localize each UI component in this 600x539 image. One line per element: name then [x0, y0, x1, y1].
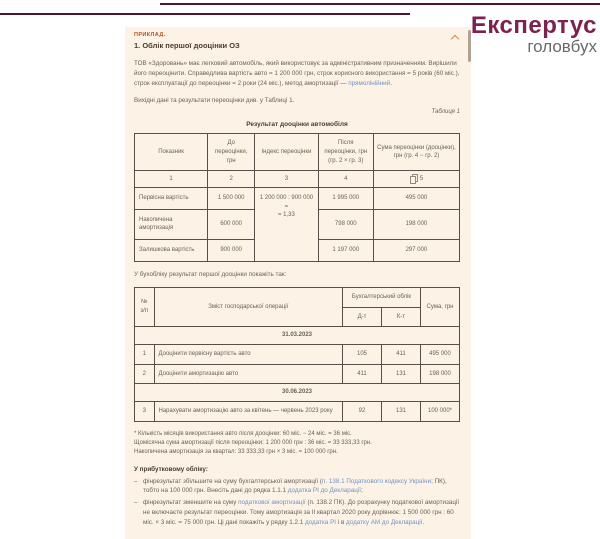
column-number-with-copy [373, 171, 459, 188]
brand-logo [471, 14, 597, 56]
header-cell: До переоцінки, грн [208, 134, 255, 171]
text-link[interactable]: додатку АМ до Декларації [346, 518, 423, 526]
debit-account: 411 [343, 364, 382, 384]
value-after: 1 197 000 [318, 240, 373, 262]
text-segment: і в [336, 518, 347, 526]
credit-account: 411 [382, 344, 421, 364]
text-link[interactable]: п. 138.1 Податкового кодексу України [321, 477, 432, 485]
brand-name-secondary: головбух [527, 37, 597, 57]
value-before: 900 000 [208, 240, 255, 262]
header-cell: Показник [135, 134, 208, 171]
value-sum: 297 000 [373, 240, 459, 262]
header-cell: Індекс переоцінки [255, 134, 318, 171]
tax-bullet-1 [143, 477, 460, 497]
value-sum: 495 000 [373, 188, 459, 210]
page-title: 1. Облік першої дооцінки ОЗ [134, 41, 240, 50]
entry-amount: 100 000* [421, 401, 460, 421]
text-segment: . [390, 80, 392, 88]
header-cell: Сума переоцінки (дооцінки), грн (гр. 4 − гр. 2) [373, 134, 459, 171]
table1-numbering-row [135, 171, 460, 188]
footnote-block [134, 430, 460, 458]
value-before: 1 500 000 [208, 188, 255, 210]
entry-number: 3 [135, 401, 155, 421]
example-panel [125, 27, 471, 539]
text-segment: ; ПК), тобто на 100 000 грн. Внесіть дані до рядка 1.1.1 [143, 477, 447, 495]
credit-account: 131 [382, 401, 421, 421]
entry-description: Нарахувати амортизацію авто за квітень — червень 2023 року [154, 401, 343, 421]
debit-account: 92 [343, 401, 382, 421]
list-item [134, 498, 460, 527]
tax-section-heading: У прибутковому обліку: [134, 465, 208, 473]
reference-paragraph: Вихідні дані та результати переоцінки див. у Таблиці 1. [134, 97, 295, 105]
header-cell: Зміст господарської операції [154, 287, 343, 326]
header-cell: К-т [382, 307, 421, 327]
header-cell: Після переоцінки, грн (гр. 2 × гр. 3) [318, 134, 373, 171]
entry-number: 1 [135, 344, 155, 364]
row-label: Залишкова вартість [135, 240, 208, 262]
text-segment: (п. 138.2 ПК). До розрахунку податкової амортизації не включаєте результат переоцінки. Тому амортизація за ІІ квартал 2020 року дорівнює: 1 500 000 грн : 60 міс. × 3 міс. = 75 000 грн. Ці дані покажіть у рядку 1.2.1 [143, 499, 460, 526]
date-row [135, 384, 460, 402]
text-link[interactable]: податкової амортизації [238, 499, 306, 507]
index-formula-line2: = 1,33 [278, 212, 295, 219]
entry-date: 30.06.2023 [135, 384, 460, 402]
header-cell: Сума, грн [421, 287, 460, 326]
text-link[interactable]: додатка РІ до Декларації [287, 487, 362, 495]
header-cell: № з/п [135, 287, 155, 326]
column-number: 2 [208, 171, 255, 188]
column-number: 5 [419, 176, 424, 183]
column-number: 4 [318, 171, 373, 188]
date-row [135, 327, 460, 345]
top-divider-line [160, 3, 600, 5]
text-segment: . [422, 518, 425, 526]
tax-bullet-2 [143, 498, 460, 527]
column-number: 1 [135, 171, 208, 188]
value-before: 600 000 [208, 209, 255, 239]
scrollbar-thumb[interactable] [468, 30, 471, 62]
value-sum: 198 000 [373, 209, 459, 239]
entry-description: Дооцінити амортизацію авто [154, 364, 343, 384]
entry-description: Дооцінити первісну вартість авто [154, 344, 343, 364]
entry-number: 2 [135, 364, 155, 384]
text-segment: ТОВ «Здоровань» має легковий автомобіль, який використовує за адміністративним призначенням. Вирішили його переоцінити. Справедлива вартість авто = 1 200 000 грн, строк корисного використання = 5 років (60 міс.), строк експлуатації до переоцінки = 2 роки (24 міс.), метод амортизації — [134, 60, 460, 88]
text-link[interactable]: додатка РІ [304, 518, 337, 526]
row-label: Первісна вартість [135, 188, 208, 210]
row-label: Накопичена амортизація [135, 209, 208, 239]
index-formula-line1: 1 200 000 : 900 000 = [259, 195, 314, 210]
list-item [134, 477, 460, 497]
debit-account: 105 [343, 344, 382, 364]
index-formula-cell [255, 188, 318, 262]
table1-title: Результат дооцінки автомобіля [246, 121, 348, 129]
table1-caption: Таблиця 1 [431, 109, 460, 116]
journal-entries-table [134, 287, 460, 422]
value-after: 798 000 [318, 209, 373, 239]
second-divider-line [0, 13, 410, 15]
between-tables-text: У бухобліку результат першої дооцінки покажіть так: [134, 270, 287, 278]
footnote-line: Накопичена амортизація за квартал: 33 333,33 грн × 3 міс. = 100 000 грн. [134, 449, 338, 456]
text-segment: фінрезультат зменшите на суму [143, 499, 239, 507]
table2-header-row [135, 287, 460, 307]
table-row [135, 401, 460, 421]
example-kicker: ПРИКЛАД. [134, 32, 166, 38]
chevron-up-icon [451, 35, 459, 43]
copy-icon[interactable] [410, 174, 417, 182]
bullet-dash: – [134, 477, 138, 485]
column-number: 3 [255, 171, 318, 188]
footnote-line: * Кількість місяців використання авто після дооцінки: 60 міс. − 24 міс. = 36 міс. [134, 430, 352, 437]
table1-header-row [135, 134, 460, 171]
entry-date: 31.03.2023 [135, 327, 460, 345]
footnote-line: Щомісячна сума амортизації після переоцінки: 1 200 000 грн : 36 міс. = 33 333,33 грн. [134, 439, 372, 446]
collapse-button[interactable] [451, 34, 460, 42]
bullet-dash: – [134, 499, 138, 507]
brand-name-primary: Експертус [470, 12, 597, 39]
revaluation-results-table [134, 133, 460, 262]
entry-amount: 495 000 [421, 344, 460, 364]
text-segment: ; [361, 487, 363, 495]
text-link[interactable]: прямолінійний [348, 80, 391, 88]
header-cell: Бухгалтерський облік [343, 287, 421, 307]
header-cell: Д-т [343, 307, 382, 327]
text-segment: фінрезультат збільшите на суму бухгалтерської амортизації ( [143, 477, 322, 485]
value-after: 1 995 000 [318, 188, 373, 210]
credit-account: 131 [382, 364, 421, 384]
table-row [135, 188, 460, 210]
entry-amount: 198 000 [421, 364, 460, 384]
table-row [135, 364, 460, 384]
intro-paragraph [134, 59, 460, 89]
table-row [135, 344, 460, 364]
